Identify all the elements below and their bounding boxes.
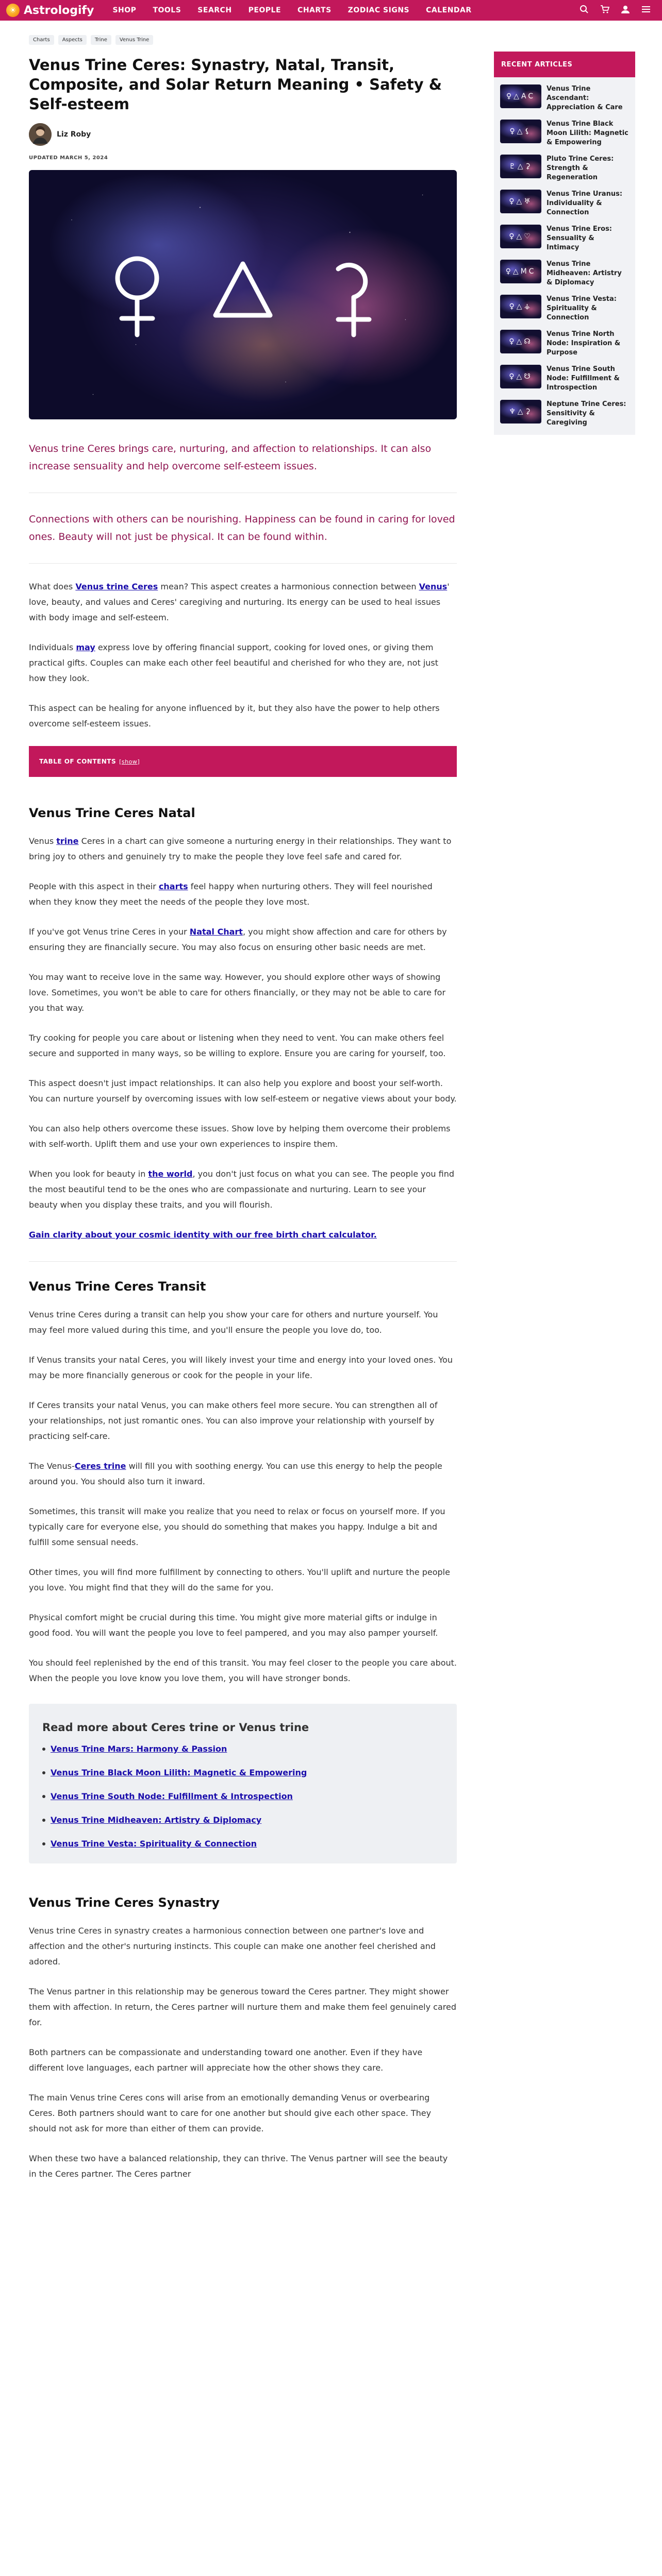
nav-item-people[interactable]: PEOPLE	[248, 6, 282, 14]
author-name[interactable]: Liz Roby	[57, 130, 91, 139]
synastry-heading: Venus Trine Ceres Synastry	[29, 1895, 220, 1910]
trine-link[interactable]: trine	[56, 836, 79, 846]
ceres-glyph-icon	[338, 265, 369, 335]
transit-paragraph: If Venus transits your natal Ceres, you will likely invest your time and energy into your loved ones. You may be more financially generous or cook for the people in your life.	[29, 1355, 453, 1380]
sidebar-article[interactable]	[494, 393, 635, 428]
main-nav	[104, 6, 479, 14]
nav-item-shop[interactable]: SHOP	[112, 6, 137, 14]
read-more-link[interactable]: Venus Trine Midheaven: Artistry & Diplomacy	[51, 1815, 262, 1825]
top-navigation-bar	[0, 0, 662, 21]
hero-image	[29, 170, 457, 419]
natal-paragraph: If you've got Venus trine Ceres in your Natal Chart, you might show affection and care for others by ensuring they are financially secure. You may also focus on ensuring other basic needs are met.	[29, 927, 447, 952]
natal-paragraph: Try cooking for people you care about or listening when they need to vent. You can make others feel secure and supported in many ways, so be willing to explore. Ensure you are caring for yourself, too.	[29, 1033, 446, 1058]
venus-link[interactable]: Venus	[419, 582, 448, 591]
sidebar-article[interactable]	[494, 358, 635, 393]
sidebar-article-title[interactable]: Venus Trine South Node: Fulfillment & Introspection	[547, 365, 620, 392]
transit-heading: Venus Trine Ceres Transit	[29, 1279, 206, 1294]
article-thumbnail: ♀△☋	[500, 365, 541, 388]
transit-paragraph: Venus trine Ceres during a transit can help you show your care for others and nurture yourself. You may feel more valued during this time, and you'll ensure the people you love do, too.	[29, 1310, 438, 1335]
user-icon[interactable]	[620, 5, 631, 16]
may-link[interactable]: may	[76, 642, 95, 652]
article-thumbnail: ♀△⚸	[500, 120, 541, 143]
transit-paragraph: Physical comfort might be crucial during this time. You might give more material gifts or indulge in good food. You will want the people you love to feel pampered, and you may also pamper yourself.	[29, 1613, 438, 1638]
tag-charts[interactable]: Charts	[29, 35, 54, 45]
intro-paragraph: What does Venus trine Ceres mean? This aspect creates a harmonious connection between Venus' love, beauty, and values and Ceres' caregiving and nurturing. Its energy can be used to heal issues with body image and self-esteem.	[29, 582, 450, 622]
avatar[interactable]	[29, 123, 52, 146]
brand-name: Astrologify	[24, 4, 94, 17]
tag-venus-trine[interactable]: Venus Trine	[115, 35, 153, 45]
nav-item-search[interactable]: SEARCH	[197, 6, 232, 14]
article	[29, 35, 457, 2196]
charts-link[interactable]: charts	[158, 882, 188, 891]
transit-paragraph: If Ceres transits your natal Venus, you can make others feel more secure. You can strengthen all of your relationships, not just romantic ones. You can also improve your relationship with yourself by practicing self-care.	[29, 1400, 438, 1441]
toc-label: TABLE OF CONTENTS	[39, 758, 117, 765]
natal-paragraph: You may want to receive love in the same way. However, you should explore other ways of showing love. Sometimes, you won't be able to care for others financially, or they may not be able to care for you that way.	[29, 972, 446, 1013]
article-thumbnail: ♀△♅	[500, 190, 541, 213]
sidebar-heading: RECENT ARTICLES	[494, 52, 635, 77]
tag-trine[interactable]: Trine	[91, 35, 111, 45]
list-item	[42, 1814, 443, 1826]
sidebar-article[interactable]	[494, 217, 635, 252]
recent-articles-sidebar	[494, 52, 635, 435]
sidebar-article-title[interactable]: Venus Trine Midheaven: Artistry & Diplomacy	[547, 260, 622, 286]
sidebar-article[interactable]	[494, 287, 635, 323]
article-thumbnail: ♇△⚳	[500, 155, 541, 178]
the-world-link[interactable]: the world	[148, 1169, 193, 1179]
read-more-link[interactable]: Venus Trine Vesta: Spirituality & Connection	[51, 1839, 257, 1849]
article-thumbnail: ♀△☊	[500, 330, 541, 353]
read-more-heading: Read more about Ceres trine or Venus trine	[42, 1721, 309, 1734]
list-item	[42, 1838, 443, 1850]
synastry-paragraph: When these two have a balanced relationship, they can thrive. The Venus partner will see the beauty in the Ceres partner. The Ceres partner	[29, 2154, 448, 2179]
list-item	[42, 1790, 443, 1803]
synastry-paragraph: Both partners can be compassionate and understanding toward one another. Even if they have different love languages, each partner will appreciate how the other shows they care.	[29, 2047, 423, 2073]
divider	[29, 563, 457, 564]
updated-date: UPDATED MARCH 5, 2024	[29, 155, 108, 161]
lead-paragraph-1: Venus trine Ceres brings care, nurturing, and affection to relationships. It can also increase sensuality and help overcome self-esteem issues.	[29, 443, 432, 472]
sidebar-article-title[interactable]: Neptune Trine Ceres: Sensitivity & Caregiving	[547, 400, 626, 427]
sidebar-article-title[interactable]: Venus Trine Uranus: Individuality & Connection	[547, 190, 623, 216]
menu-icon[interactable]	[640, 5, 652, 16]
venus-trine-ceres-link[interactable]: Venus trine Ceres	[75, 582, 158, 591]
nav-item-charts[interactable]: CHARTS	[297, 6, 332, 14]
trine-triangle-icon	[216, 264, 270, 315]
transit-paragraph: Sometimes, this transit will make you realize that you need to relax or focus on yourself more. If you typically care for everyone else, you should do something that makes you happy. Indulge a bit and fulfill some sensual needs.	[29, 1506, 445, 1547]
toc-show-toggle[interactable]: [show]	[119, 758, 140, 765]
list-item	[42, 1743, 443, 1755]
read-more-box	[29, 1704, 457, 1863]
sidebar-article[interactable]	[494, 252, 635, 287]
article-thumbnail: ♀△MC	[500, 260, 541, 283]
synastry-paragraph: Venus trine Ceres in synastry creates a harmonious connection between one partner's love and affection and the other's nurturing instincts. This couple can make one another feel cherished and adored.	[29, 1926, 436, 1967]
read-more-link[interactable]: Venus Trine South Node: Fulfillment & Introspection	[51, 1791, 293, 1801]
header-icons	[578, 5, 656, 16]
table-of-contents[interactable]	[29, 746, 457, 777]
transit-paragraph: The Venus-Ceres trine will fill you with soothing energy. You can use this energy to help the people around you. You should also turn it inward.	[29, 1461, 442, 1486]
read-more-list	[42, 1743, 443, 1850]
sidebar-article[interactable]	[494, 77, 635, 112]
site-logo[interactable]	[6, 4, 94, 17]
venus-trine-ceres-glyphs	[29, 170, 457, 419]
article-thumbnail: ♀△⚶	[500, 295, 541, 318]
divider	[29, 1261, 457, 1262]
lead-paragraph-2: Connections with others can be nourishing. Happiness can be found in caring for loved ones. Beauty will not just be physical. It can be found within.	[29, 514, 455, 543]
nav-item-zodiac-signs[interactable]: ZODIAC SIGNS	[347, 6, 410, 14]
intro-paragraph: Individuals may express love by offering financial support, cooking for loved ones, or giving them practical gifts. Couples can make each other feel beautiful and cherished for who they are, not just how they look.	[29, 642, 439, 683]
sun-logo-icon: ☀	[6, 4, 20, 17]
intro-paragraph: This aspect can be healing for anyone influenced by it, but they also have the power to help others overcome self-esteem issues.	[29, 703, 440, 728]
sidebar-article[interactable]	[494, 182, 635, 217]
sidebar-article-title[interactable]: Pluto Trine Ceres: Strength & Regeneration	[547, 155, 614, 181]
transit-paragraph: Other times, you will find more fulfillment by connecting to others. You'll uplift and nurture the people you love. You might find that they will do the same for you.	[29, 1567, 450, 1592]
article-thumbnail: ♀△AC	[500, 84, 541, 108]
cart-icon[interactable]	[599, 5, 610, 16]
synastry-paragraph: The main Venus trine Ceres cons will arise from an emotionally demanding Venus or overbearing Ceres. Both partners should want to care for one another but should give each other space. They should not ask for more than either of them can provide.	[29, 2093, 432, 2133]
sidebar-article-title[interactable]: Venus Trine Vesta: Spirituality & Connection	[547, 295, 617, 321]
sidebar-article[interactable]	[494, 147, 635, 182]
author-byline	[29, 123, 457, 146]
natal-paragraph: This aspect doesn't just impact relationships. It can also help you explore and boost your self-worth. You can nurture yourself by overcoming issues with low self-esteem or negative views about your body.	[29, 1078, 457, 1104]
tag-aspects[interactable]: Aspects	[58, 35, 87, 45]
sidebar-article[interactable]	[494, 323, 635, 358]
natal-paragraph: Venus trine Ceres in a chart can give someone a nurturing energy in their relationships. They want to bring joy to others and genuinely try to make the people they love feel safe and cared for.	[29, 836, 452, 861]
nav-item-calendar[interactable]: CALENDAR	[426, 6, 472, 14]
ceres-trine-link[interactable]: Ceres trine	[74, 1461, 126, 1471]
natal-paragraph: People with this aspect in their charts feel happy when nurturing others. They will feel nourished when they know they meet the needs of the people they love most.	[29, 882, 433, 907]
natal-paragraph: When you look for beauty in the world, you don't just focus on what you can see. The people you find the most beautiful tend to be the ones who are compassionate and nurturing. Learn to see your beauty when you display these traits, and you will flourish.	[29, 1169, 454, 1210]
synastry-paragraph: The Venus partner in this relationship may be generous toward the Ceres partner. They might shower them with affection. In return, the Ceres partner will nurture them and make them feel genuinely cared for.	[29, 1987, 456, 2027]
sidebar-article-title[interactable]: Venus Trine North Node: Inspiration & Purpose	[547, 330, 621, 357]
sidebar-article-title[interactable]: Venus Trine Black Moon Lilith: Magnetic & Empowering	[547, 120, 628, 146]
natal-chart-link[interactable]: Natal Chart	[189, 927, 243, 937]
sidebar-article[interactable]	[494, 112, 635, 147]
article-thumbnail: ♀△♡	[500, 225, 541, 248]
article-thumbnail: ♆△⚳	[500, 400, 541, 423]
read-more-link[interactable]: Venus Trine Black Moon Lilith: Magnetic & Empowering	[51, 1768, 307, 1777]
transit-paragraph: You should feel replenished by the end of this transit. You may feel closer to the people you care about. When the people you love know you love them, you will have stronger bonds.	[29, 1658, 457, 1683]
tag-list	[29, 35, 457, 45]
venus-glyph-icon	[118, 259, 157, 335]
list-item	[42, 1767, 443, 1779]
sidebar-article-title[interactable]: Venus Trine Eros: Sensuality & Intimacy	[547, 225, 613, 251]
birth-chart-calculator-link[interactable]: Gain clarity about your cosmic identity with our free birth chart calculator.	[29, 1230, 377, 1240]
sidebar-article-title[interactable]: Venus Trine Ascendant: Appreciation & Care	[547, 85, 623, 111]
natal-paragraph: You can also help others overcome these issues. Show love by helping them overcome their problems with self-worth. Uplift them and use your own experiences to inspire them.	[29, 1124, 451, 1149]
read-more-link[interactable]: Venus Trine Mars: Harmony & Passion	[51, 1744, 227, 1754]
search-icon[interactable]	[578, 5, 590, 16]
natal-heading: Venus Trine Ceres Natal	[29, 806, 195, 820]
page-title: Venus Trine Ceres: Synastry, Natal, Transit, Composite, and Solar Return Meaning • Safety & Self-esteem	[29, 56, 442, 113]
nav-item-tools[interactable]: TOOLS	[153, 6, 181, 14]
